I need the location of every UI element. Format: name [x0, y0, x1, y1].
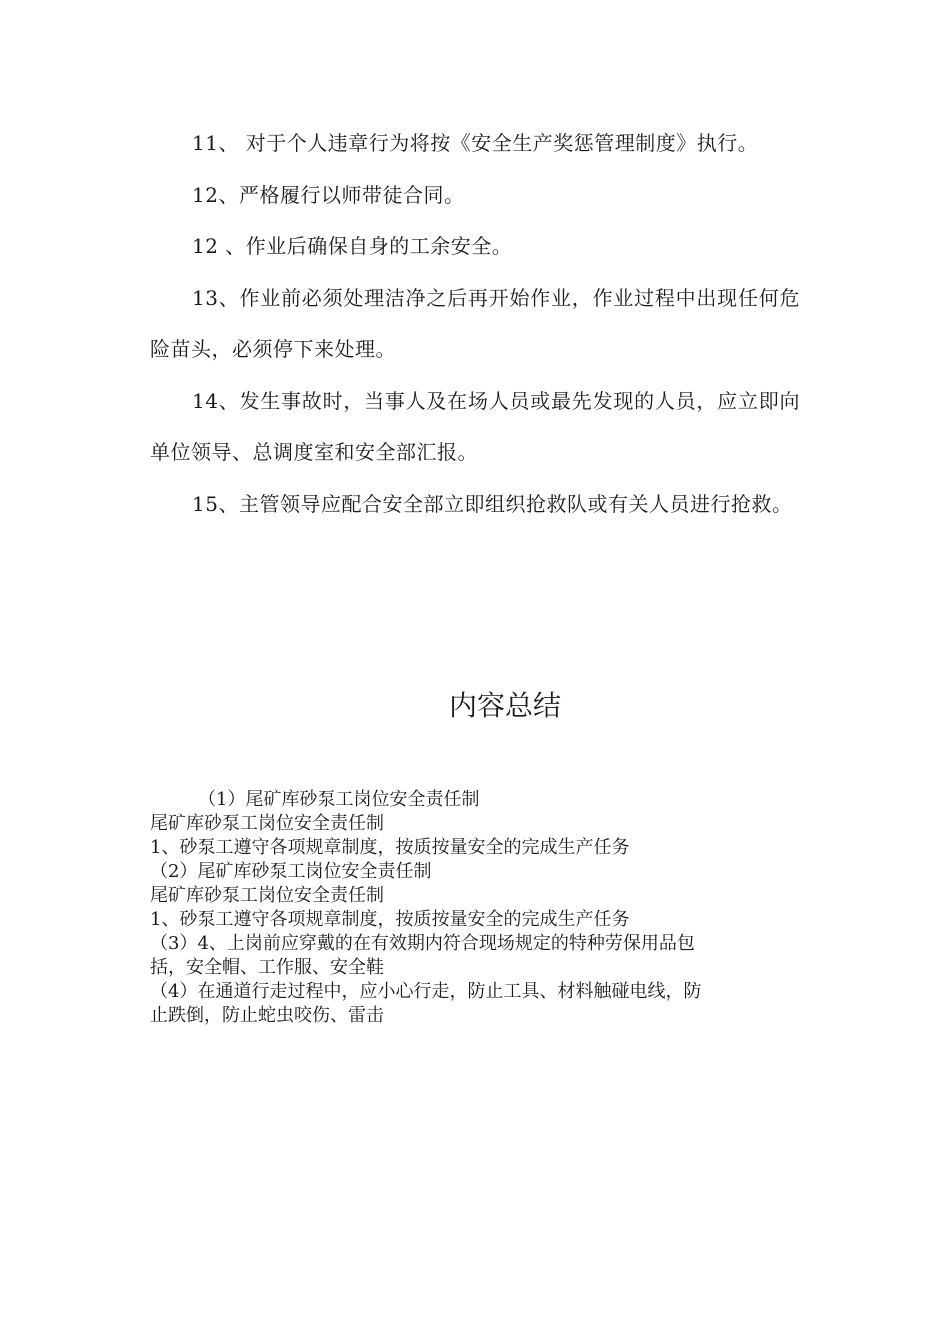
paragraph-12a: 12、严格履行以师带徒合同。: [192, 182, 465, 207]
summary-line: 1、砂泵工遵守各项规章制度，按质按量安全的完成生产任务: [150, 909, 630, 930]
summary-line: 止跌倒，防止蛇虫咬伤、雷击: [150, 1005, 384, 1026]
summary-line: 尾矿库砂泵工岗位安全责任制: [150, 885, 384, 906]
summary-line: 括，安全帽、工作服、安全鞋: [150, 957, 384, 978]
summary-line: 1、砂泵工遵守各项规章制度，按质按量安全的完成生产任务: [150, 837, 630, 858]
summary-line: （3）4、上岗前应穿戴的在有效期内符合现场规定的特种劳保用品包: [150, 933, 695, 954]
paragraph-14: 14、发生事故时，当事人及在场人员或最先发现的人员，应立即向单位领导、总调度室和安全部汇报。: [150, 388, 800, 464]
paragraph-13: 13、作业前必须处理洁净之后再开始作业，作业过程中出现任何危险苗头，必须停下来处理。: [150, 285, 800, 361]
summary-title: 内容总结: [448, 689, 561, 722]
body-text: [150, 118, 800, 530]
summary-line: （1）尾矿库砂泵工岗位安全责任制: [198, 789, 480, 810]
summary-line: （4）在通道行走过程中，应小心行走，防止工具、材料触碰电线，防: [150, 981, 702, 1002]
paragraph-15: 15、主管领导应配合安全部立即组织抢救队或有关人员进行抢救。: [192, 491, 793, 516]
summary-line: （2）尾矿库砂泵工岗位安全责任制: [150, 861, 432, 882]
summary-line: 尾矿库砂泵工岗位安全责任制: [150, 813, 384, 834]
paragraph-12b: 12 、作业后确保自身的工余安全。: [192, 234, 513, 258]
paragraph-11: 11、 对于个人违章行为将按《安全生产奖惩管理制度》执行。: [192, 131, 759, 155]
summary-block: [150, 788, 800, 1028]
